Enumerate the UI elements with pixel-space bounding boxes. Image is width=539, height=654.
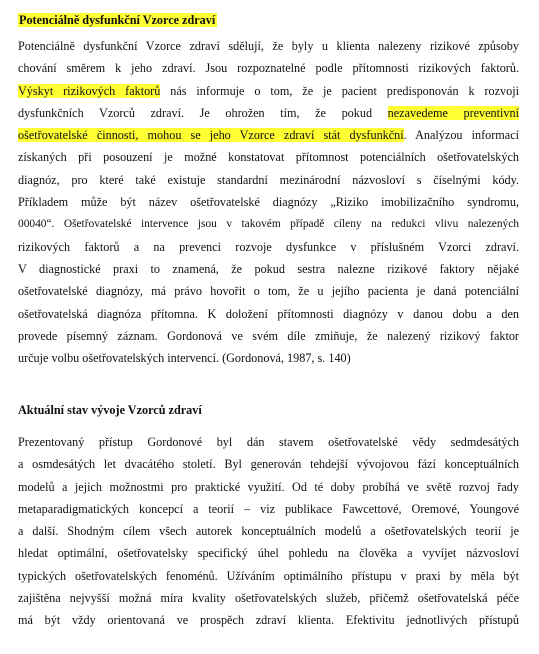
section-heading-potential-dysfunctional <box>18 12 217 28</box>
highlighted-text: Výskyt rizikových faktorů <box>18 83 161 98</box>
text-line <box>18 542 519 564</box>
line-text: a další. Shodným cílem všech autorek konceptuálních modelů a ošetřovatelských teorií je <box>18 524 519 539</box>
line-text: provede písemný záznam. Gordonová ve svém díle zmiňuje, že nalezený rizikový faktor <box>18 328 519 343</box>
line-text: nás informuje o tom, že je pacient predisponován k rozvoji <box>160 83 519 98</box>
line-text: modelů a jejich možnostmi pro praktické využití. Od té doby probíhá ve světě rozvoj řady <box>18 479 519 494</box>
text-line <box>18 325 519 347</box>
text-line <box>18 303 519 325</box>
text-line <box>18 609 519 631</box>
line-text: má být vždy orientovaná ve prospěch zdraví klienta. Efektivitu jednotlivých přístupů <box>18 613 519 628</box>
text-line <box>18 587 519 609</box>
text-line <box>18 102 519 124</box>
highlighted-text: ošetřovatelské činnosti, mohou se jeho Vzorce zdraví stát dysfunkční <box>18 128 404 143</box>
text-line <box>18 169 519 191</box>
text-line <box>18 124 519 146</box>
text-line <box>18 146 519 168</box>
text-line <box>18 191 519 213</box>
line-text: získaných při posouzení je možné konstatovat přítomnost potenciálních ošetřovatelských <box>18 150 519 165</box>
line-text: 00040“. Ošetřovatelské intervence jsou v takovém případě cíleny na redukci vlivu nalezených <box>18 218 519 231</box>
text-line <box>18 213 519 235</box>
line-text: Prezentovaný přístup Gordonové byl dán stavem ošetřovatelské vědy sedmdesátých <box>18 435 519 449</box>
paragraph-potential-dysfunctional <box>18 35 519 369</box>
line-text: Příkladem může být název ošetřovatelské diagnózy „Riziko imobilizačního syndromu, <box>18 195 519 210</box>
text-line <box>18 453 519 475</box>
line-text: hledat optimální, ošetřovatelsky specifický úhel pohledu na člověka a vyvíjet názvosloví <box>18 546 519 561</box>
text-line <box>18 280 519 302</box>
heading-highlight: Potenciálně dysfunkční Vzorce zdraví <box>19 13 216 27</box>
line-text: metaparadigmatických koncepcí a teorií – viz publikace Fawcettové, Oremové, Youngové <box>18 501 519 516</box>
line-text: . Analýzou informací <box>403 128 519 143</box>
text-line <box>18 35 519 57</box>
text-line <box>18 80 519 102</box>
highlighted-text: nezavedeme preventivní <box>387 105 519 120</box>
text-line <box>18 236 519 258</box>
line-text: V diagnostické praxi to znamená, že pokud sestra nalezne rizikové faktory nějaké <box>18 261 519 276</box>
line-text: typických ošetřovatelských fenoménů. Užíváním optimálního přístupu v praxi by měla být <box>18 568 519 583</box>
line-text: zajištěna nejvyšší možná míra kvality ošetřovatelských služeb, přičemž ošetřovatelská péče <box>18 591 519 606</box>
line-text: Potenciálně dysfunkční Vzorce zdraví sdělují, že byly u klienta nalezeny rizikové způsoby <box>18 39 519 53</box>
text-line <box>18 431 519 453</box>
text-line <box>18 498 519 520</box>
line-text: určuje volbu ošetřovatelských intervencí. (Gordonová, 1987, s. 140) <box>18 351 351 366</box>
text-line <box>18 258 519 280</box>
text-line <box>18 565 519 587</box>
section-heading-current-state: Aktuální stav vývoje Vzorců zdraví <box>18 403 202 417</box>
line-text: a osmdesátých let dvacátého století. Byl generován tehdejší vývojovou fází konceptuálních <box>18 457 519 472</box>
line-text: diagnóz, pro které také existuje standardní mezinárodní názvosloví s číselnými kódy. <box>18 172 519 187</box>
line-text: dysfunkčních Vzorců zdraví. Je ohrožen tím, že pokud <box>18 105 388 120</box>
line-text: rizikových faktorů a na prevenci rozvoje dysfunkce v příslušném Vzorci zdraví. <box>18 239 519 254</box>
line-text: ošetřovatelská diagnóza přítomna. K doložení přítomnosti diagnózy v danou dobu a den <box>18 306 519 321</box>
paragraph-current-state <box>18 431 519 632</box>
text-line <box>18 57 519 79</box>
line-text: ošetřovatelské diagnózy, má právo hovořit o tom, že u jejího pacienta je daná potenciální <box>18 284 519 299</box>
text-line <box>18 347 519 369</box>
line-text: chování směrem k jeho zdraví. Jsou rozpoznatelné podle přítomnosti rizikových faktorů. <box>18 61 519 76</box>
text-line <box>18 476 519 498</box>
text-line <box>18 520 519 542</box>
